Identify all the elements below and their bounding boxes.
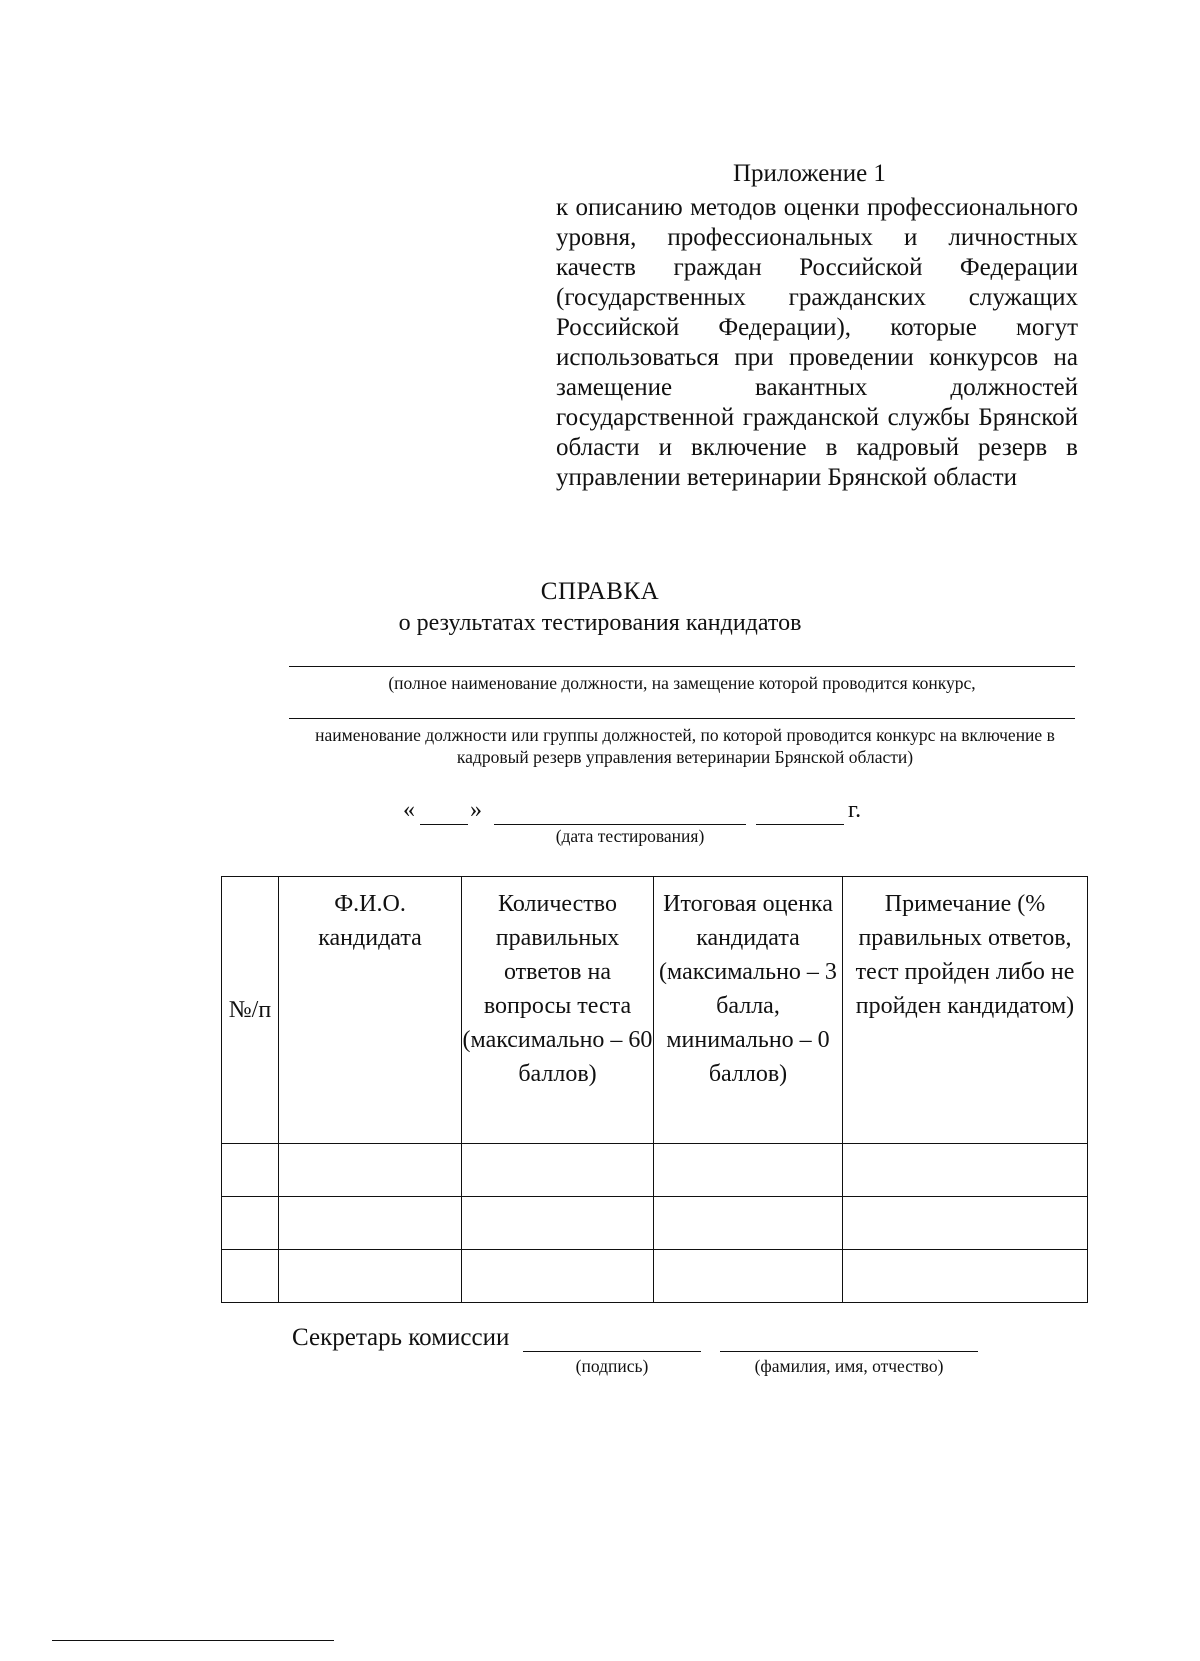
header-number: №/п (222, 877, 279, 1144)
position-note-1: (полное наименование должности, на замещение которой проводится конкурс, (388, 673, 976, 693)
signature-caption: (подпись) (575, 1356, 649, 1376)
position-note-2: наименование должности или группы должностей, по которой проводится конкурс на включение в кадровый резерв управления ветеринарии Брянской области) (315, 725, 1055, 767)
header-final-score: Итоговая оценка кандидата (максимально – 3 балла, минимально – 0 баллов) (654, 877, 843, 1144)
document-title: СПРАВКА (540, 578, 660, 605)
signature-blank[interactable] (523, 1351, 701, 1352)
header-full-name: Ф.И.О. кандидата (279, 877, 462, 1144)
position-blank-line-2[interactable] (289, 718, 1075, 719)
table-cell[interactable] (222, 1144, 279, 1197)
appendix-text: к описанию методов оценки профессионального уровня, профессиональных и личностных качеств граждан Российской Федерации (государственных гражданских служащих Российской Федерации), которые могут использоваться при проведении конкурсов на замещение вакантных должностей государственной гражданской службы Брянской области и включение в кадровый резерв в управлении ветеринарии Брянской области (556, 194, 1078, 491)
table-cell[interactable] (843, 1197, 1088, 1250)
table-cell[interactable] (654, 1250, 843, 1303)
position-blank-line-1[interactable] (289, 666, 1075, 667)
date-year-blank[interactable] (756, 824, 844, 825)
table-cell[interactable] (654, 1197, 843, 1250)
table-cell[interactable] (222, 1250, 279, 1303)
date-month-blank[interactable] (494, 824, 746, 825)
secretary-label: Секретарь комиссии (292, 1324, 510, 1351)
header-correct-answers: Количество правильных ответов на вопросы теста (максимально – 60 баллов) (462, 877, 654, 1144)
table-cell[interactable] (279, 1250, 462, 1303)
table-cell[interactable] (654, 1144, 843, 1197)
date-caption: (дата тестирования) (555, 826, 705, 846)
date-day-blank[interactable] (420, 824, 468, 825)
table-cell[interactable] (462, 1197, 654, 1250)
table-cell[interactable] (279, 1197, 462, 1250)
table-cell[interactable] (222, 1197, 279, 1250)
header-note: Примечание (% правильных ответов, тест пройден либо не пройден кандидатом) (843, 877, 1088, 1144)
table-row (222, 1197, 1088, 1250)
table-row (222, 1250, 1088, 1303)
date-close-quote: » (470, 797, 482, 823)
date-year-suffix: г. (848, 797, 862, 823)
table-cell[interactable] (843, 1250, 1088, 1303)
table-header-row (222, 877, 1088, 1144)
results-table (221, 876, 1088, 1303)
table-row (222, 1144, 1088, 1197)
table-cell[interactable] (279, 1144, 462, 1197)
table-cell[interactable] (843, 1144, 1088, 1197)
full-name-caption: (фамилия, имя, отчество) (754, 1356, 944, 1376)
table-cell[interactable] (462, 1250, 654, 1303)
document-subtitle: о результатах тестирования кандидатов (398, 610, 802, 636)
date-open-quote: « (403, 797, 415, 823)
appendix-title: Приложение 1 (733, 160, 886, 187)
table-cell[interactable] (462, 1144, 654, 1197)
footnote-separator (52, 1640, 334, 1641)
full-name-blank[interactable] (720, 1351, 978, 1352)
